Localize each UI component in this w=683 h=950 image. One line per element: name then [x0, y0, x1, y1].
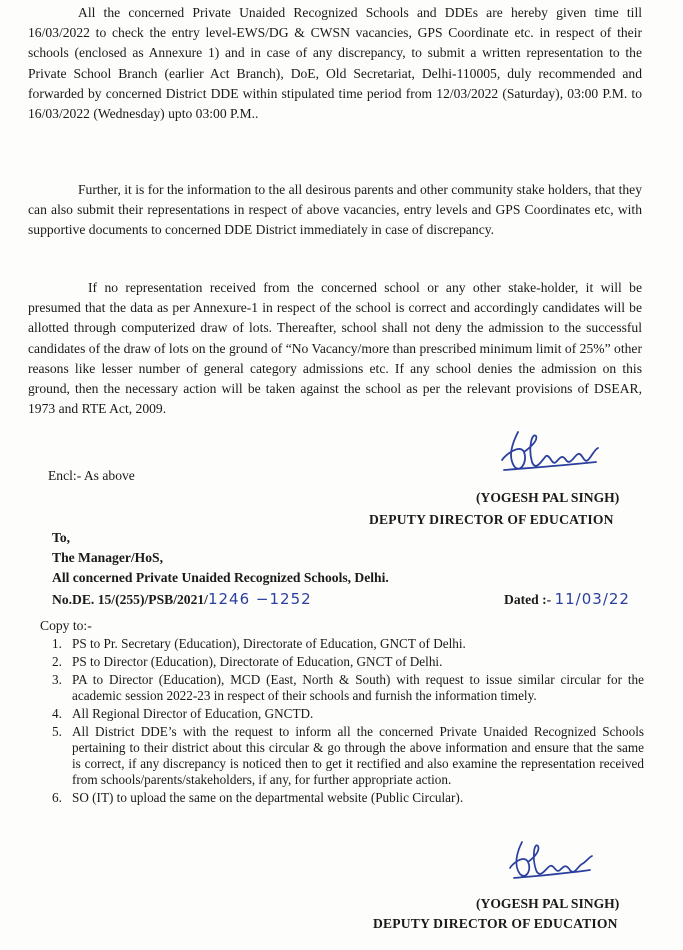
signature-2	[506, 838, 596, 888]
list-item: 5. All District DDE’s with the request to inform all the concerned Private Unaided Recognized Schools pertaining to their district about this circular & go through the above information and ensure that the same is correct, if any discrepancy is noticed then to get it rectified and also examine the representation received from schools/parents/stakeholders, if any, for further appropriate action.	[52, 724, 644, 787]
list-item: 3. PA to Director (Education), MCD (East, North & South) with request to issue similar circular for the academic session 2022-23 in respect of their schools and furnish the information timely.	[52, 672, 644, 703]
paragraph-stakeholders: Further, it is for the information to the all desirous parents and other community stake holders, that they can also submit their representations in respect of above vacancies, entry levels and GPS Coordinates etc, with supportive documents to concerned DDE District immediately in case of discrepancy.	[28, 182, 642, 238]
list-item: 1. PS to Pr. Secretary (Education), Directorate of Education, GNCT of Delhi.	[52, 636, 466, 651]
signature-1	[498, 426, 606, 482]
signatory-title-1: DEPUTY DIRECTOR OF EDUCATION	[369, 512, 614, 527]
address-recipient: The Manager/HoS,	[52, 550, 164, 565]
reference-number	[52, 590, 312, 608]
paragraph-no-representation: If no representation received from the concerned school or any other stake-holder, it will be presumed that the data as per Annexure-1 in respect of the school is correct and accordingly candidates will be allotted through computerized draw of lots. Thereafter, school shall not deny the admission to the successful candidates of the draw of lots on the ground of “No Vacancy/more than prescribed minimum limit of 25%” other reasons like lesser number of general category admissions etc. If any school denies the admission on this ground, then the necessary action will be taken against the school as per the relevant provisions of DSEAR, 1973 and RTE Act, 2009.	[28, 280, 642, 417]
signatory-name-1: (YOGESH PAL SINGH)	[476, 490, 620, 505]
signatory-title-2: DEPUTY DIRECTOR OF EDUCATION	[373, 916, 618, 931]
copy-to-list	[52, 636, 644, 808]
signatory-name-2: (YOGESH PAL SINGH)	[476, 896, 620, 911]
copy-to-label: Copy to:-	[40, 618, 92, 633]
dated-label: Dated :-	[504, 592, 552, 607]
list-item: 2. PS to Director (Education), Directorate of Education, GNCT of Delhi.	[52, 654, 443, 669]
dated-handwritten: 11/03/22	[554, 590, 630, 608]
enclosure-note: Encl:- As above	[48, 468, 135, 483]
address-to: To,	[52, 530, 71, 545]
reference-number-printed: No.DE. 15/(255)/PSB/2021/	[52, 592, 208, 607]
reference-number-handwritten: 1246 −1252	[207, 590, 312, 608]
paragraph-time-limit: All the concerned Private Unaided Recognized Schools and DDEs are hereby given time till 16/03/2022 to check the entry level-EWS/DG & CWSN vacancies, GPS Coordinate etc. in respect of their schools (enclosed as Annexure 1) and in case of any discrepancy, to submit a written representation to the Private School Branch (earlier Act Branch), DoE, Old Secretariat, Delhi-110005, duly recommended and forwarded by concerned District DDE within stipulated time period from 12/03/2022 (Saturday), 03:00 P.M. to 16/03/2022 (Wednesday) upto 03:00 P.M..	[28, 5, 642, 122]
list-item: 4. All Regional Director of Education, GNCTD.	[52, 706, 314, 721]
address-schools: All concerned Private Unaided Recognized Schools, Delhi.	[52, 570, 389, 585]
list-item: 6. SO (IT) to upload the same on the departmental website (Public Circular).	[52, 790, 464, 805]
dated-line	[504, 590, 630, 608]
